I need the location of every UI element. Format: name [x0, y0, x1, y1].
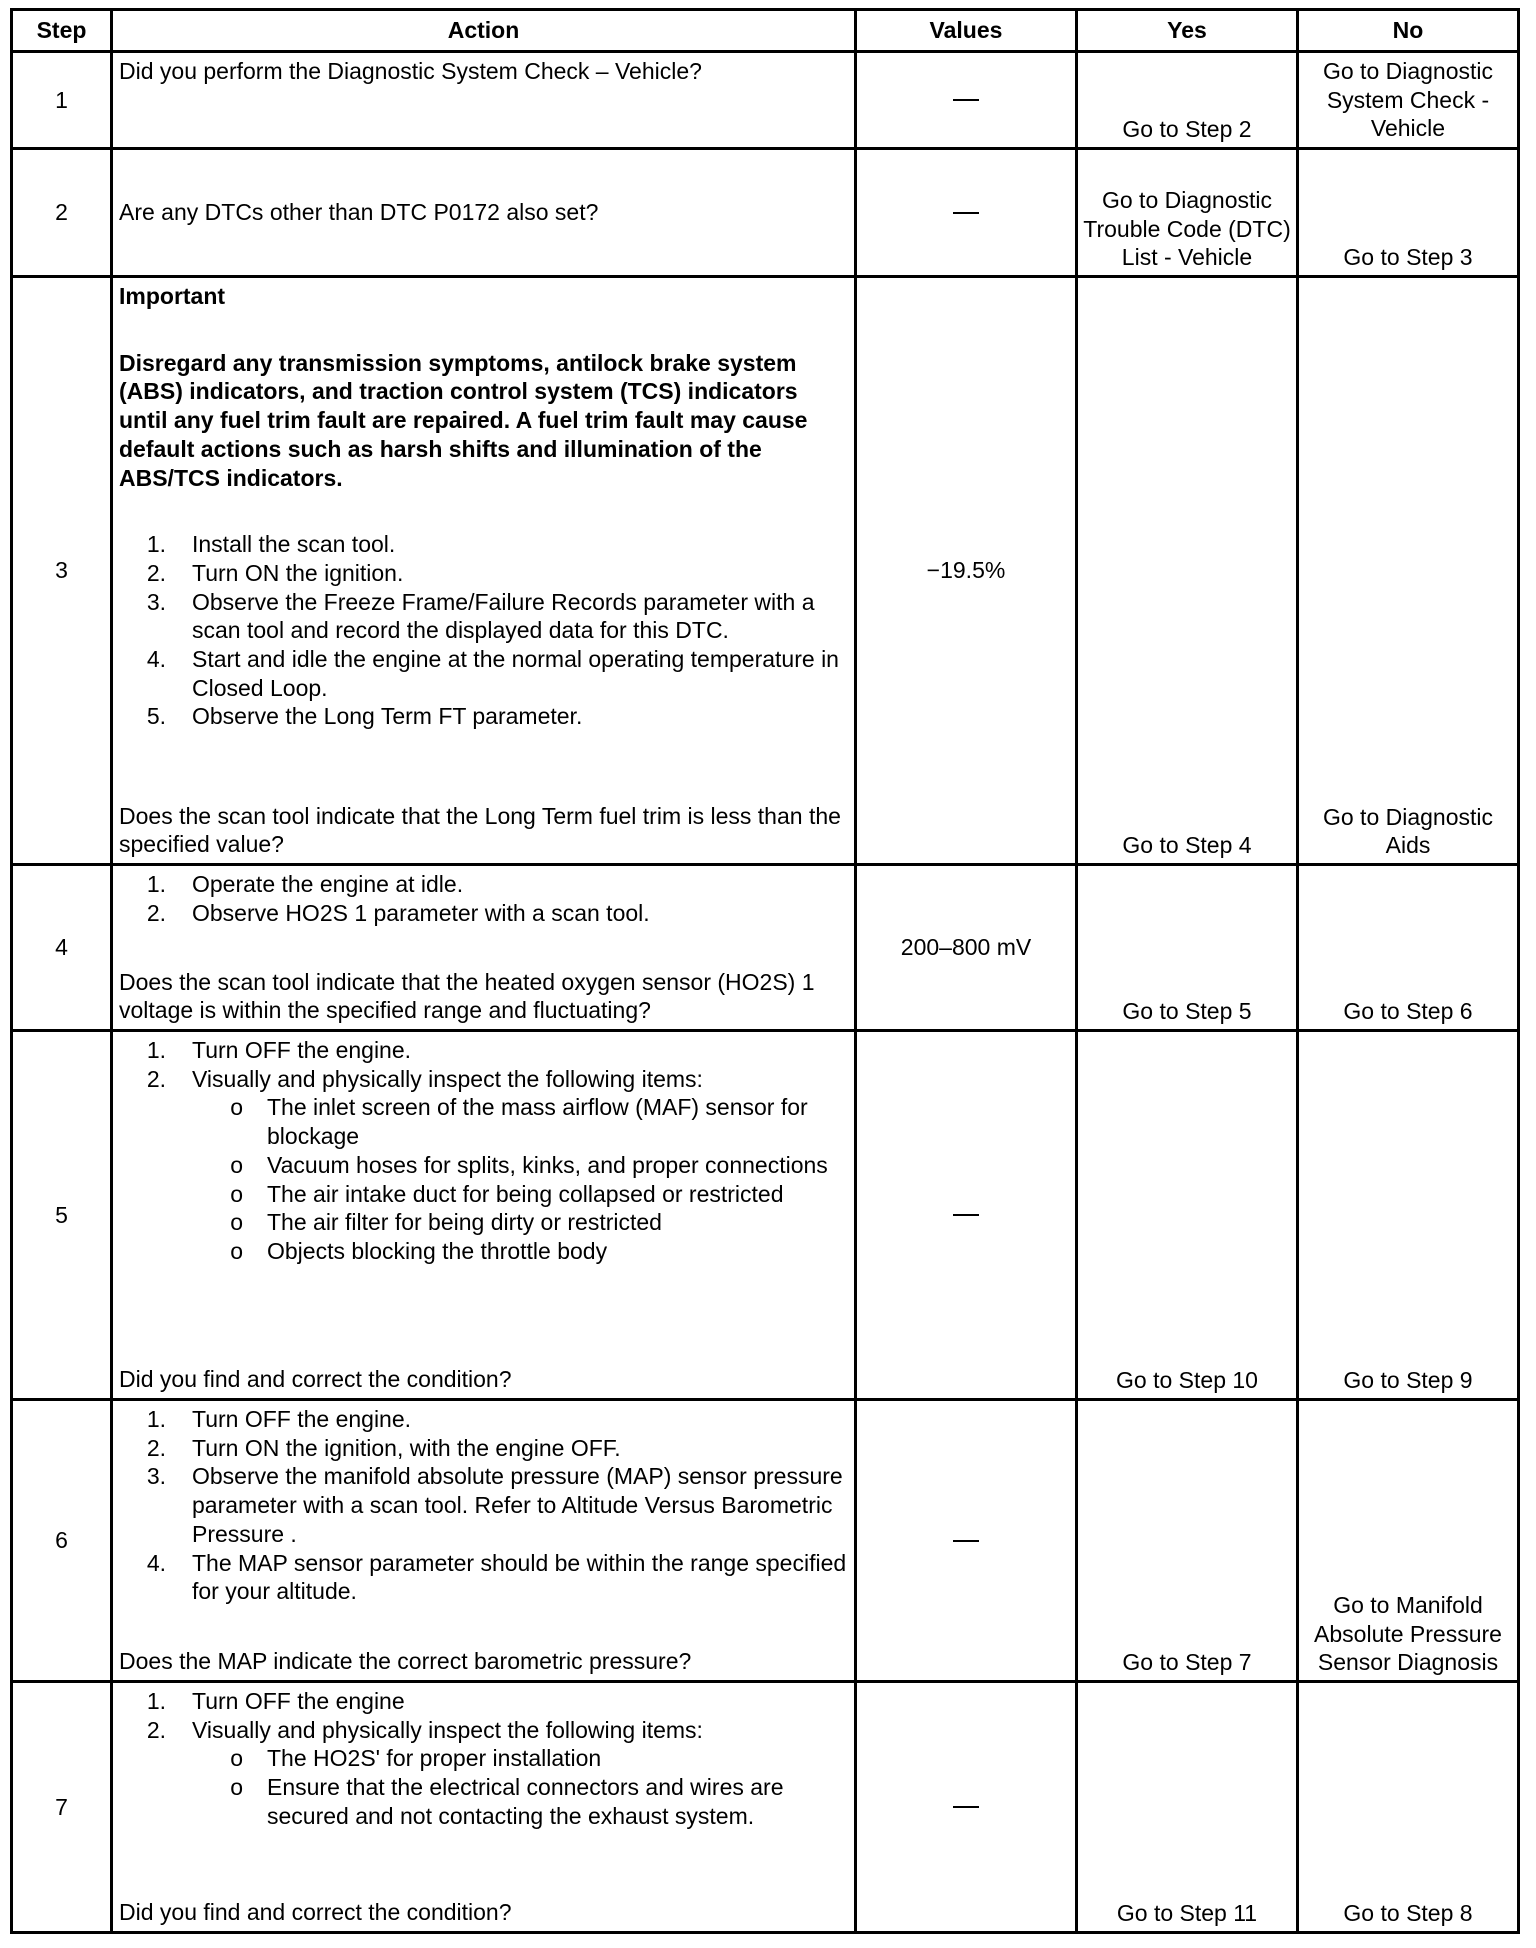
item-number: 1. [146, 1037, 166, 1063]
procedure-list [119, 530, 848, 731]
action-question: Did you perform the Diagnostic System Check – Vehicle? [119, 58, 702, 84]
list-item [119, 530, 848, 559]
action-question: Does the scan tool indicate that the heated oxygen sensor (HO2S) 1 voltage is within the specified range and fluctuating? [119, 968, 815, 1024]
yes-cell[interactable]: Go to Step 2 [1075, 53, 1296, 147]
header-step: Step [36, 17, 87, 43]
item-number: 4. [146, 646, 166, 673]
list-item [119, 559, 848, 588]
item-number: 1. [146, 1406, 166, 1432]
sub-item-text: The inlet screen of the mass airflow (MAF) sensor for blockage [267, 1094, 808, 1150]
item-text: The MAP sensor parameter should be within the range specified for your altitude. [192, 1549, 847, 1605]
item-number: 3. [146, 588, 166, 615]
step-number: 3 [55, 557, 68, 584]
item-number: 4. [146, 1549, 166, 1576]
table-row-step-5 [13, 1029, 1517, 1398]
item-text: Turn OFF the engine. [192, 1037, 412, 1063]
item-text: Install the scan tool. [192, 531, 396, 558]
step-number: 2 [55, 199, 68, 226]
action-cell [110, 278, 854, 863]
bullet-icon: o [230, 1094, 243, 1121]
no-cell[interactable]: Go to Step 6 [1296, 866, 1517, 1029]
list-item [119, 588, 848, 645]
sub-item [192, 1237, 848, 1266]
table-row-step-4 [13, 863, 1517, 1029]
list-item [119, 870, 848, 899]
sub-item-text: The air intake duct for being collapsed or restricted [267, 1180, 784, 1207]
list-item [119, 702, 848, 731]
value-cell: −19.5% [854, 278, 1075, 863]
important-heading: Important [119, 283, 226, 309]
header-action: Action [110, 11, 854, 50]
procedure-list [119, 1687, 848, 1831]
action-cell [110, 53, 854, 147]
list-item [119, 1405, 848, 1434]
item-text: Turn ON the ignition, with the engine OFF. [192, 1434, 621, 1461]
sub-item [192, 1180, 848, 1209]
item-number: 3. [146, 1463, 166, 1490]
item-number: 2. [146, 1716, 166, 1743]
item-text: Observe HO2S 1 parameter with a scan tool. [192, 899, 650, 926]
no-cell[interactable]: Go to Step 9 [1296, 1032, 1517, 1398]
item-number: 2. [146, 1065, 166, 1092]
item-number: 1. [146, 1688, 166, 1714]
item-text: Observe the Long Term FT parameter. [192, 703, 583, 730]
sub-item-text: Ensure that the electrical connectors and wires are secured and not contacting the exhaust system. [267, 1774, 784, 1829]
list-item [119, 1462, 848, 1548]
table-row-step-7 [13, 1680, 1517, 1931]
diagnostic-table [10, 8, 1520, 1934]
action-cell [110, 1032, 854, 1398]
action-question: Does the MAP indicate the correct barometric pressure? [119, 1648, 692, 1675]
action-question: Did you find and correct the condition? [119, 1366, 512, 1393]
list-item [119, 1549, 848, 1606]
step-number: 1 [55, 86, 68, 113]
header-values: Values [854, 11, 1075, 50]
header-no: No [1296, 11, 1517, 50]
bullet-icon: o [230, 1151, 243, 1178]
inspection-list [192, 1744, 848, 1830]
important-note: Disregard any transmission symptoms, antilock brake system (ABS) indicators, and traction control system (TCS) indicators until any fuel trim fault are repaired. A fuel trim fault may cause default actions such as harsh shifts and illumination of the ABS/TCS indicators. [119, 349, 808, 491]
item-text: Turn OFF the engine [192, 1688, 405, 1714]
item-text: Turn ON the ignition. [192, 559, 404, 586]
sub-item-text: Vacuum hoses for splits, kinks, and proper connections [267, 1151, 828, 1178]
header-yes: Yes [1075, 11, 1296, 50]
no-cell[interactable]: Go to Step 3 [1296, 150, 1517, 275]
action-cell [110, 150, 854, 275]
list-item [119, 1716, 848, 1831]
item-number: 2. [146, 559, 166, 586]
header-row [13, 11, 1517, 50]
inspection-list [192, 1093, 848, 1265]
sub-item [192, 1093, 848, 1150]
value-cell [854, 1032, 1075, 1398]
action-question: Did you find and correct the condition? [119, 1899, 512, 1926]
item-text-block [192, 1716, 848, 1831]
dash-mark [953, 99, 979, 101]
item-text: Visually and physically inspect the following items: [192, 1716, 703, 1743]
action-cell [110, 1683, 854, 1931]
yes-cell[interactable]: Go to Step 7 [1075, 1401, 1296, 1680]
table-row-step-6 [13, 1398, 1517, 1680]
no-cell[interactable]: Go to Manifold Absolute Pressure Sensor Diagnosis [1296, 1401, 1517, 1680]
step-number: 6 [55, 1527, 68, 1554]
item-number: 2. [146, 1434, 166, 1461]
dash-mark [953, 1540, 979, 1542]
dash-mark [953, 1214, 979, 1216]
table-row-step-2 [13, 147, 1517, 275]
dash-mark [953, 212, 979, 214]
step-number: 4 [55, 934, 68, 961]
no-cell[interactable]: Go to Step 8 [1296, 1683, 1517, 1931]
table-row-step-3 [13, 275, 1517, 863]
action-cell [110, 866, 854, 1029]
yes-cell[interactable]: Go to Step 5 [1075, 866, 1296, 1029]
item-number: 5. [146, 703, 166, 730]
bullet-icon: o [230, 1209, 243, 1236]
table-row-step-1 [13, 50, 1517, 147]
list-item [119, 645, 848, 702]
item-text-block [192, 1065, 848, 1266]
value-cell [854, 150, 1075, 275]
sub-item [192, 1208, 848, 1237]
bullet-icon: o [230, 1180, 243, 1207]
procedure-list [119, 1405, 848, 1606]
bullet-icon: o [230, 1237, 243, 1264]
procedure-list [119, 870, 848, 927]
item-text[interactable]: Observe the manifold absolute pressure (MAP) sensor pressure parameter with a scan tool. Refer to Altitude Versus Barometric Pressure . [192, 1463, 843, 1547]
no-cell[interactable]: Go to Diagnostic Aids [1296, 278, 1517, 863]
item-text: Observe the Freeze Frame/Failure Records parameter with a scan tool and record the displayed data for this DTC. [192, 588, 815, 644]
list-item [119, 1434, 848, 1463]
action-question: Does the scan tool indicate that the Long Term fuel trim is less than the specified value? [119, 802, 841, 858]
sub-item-text: The air filter for being dirty or restricted [267, 1209, 662, 1236]
step-number: 5 [55, 1201, 68, 1228]
sub-item [192, 1151, 848, 1180]
item-number: 1. [146, 871, 166, 897]
item-text: Visually and physically inspect the following items: [192, 1065, 703, 1092]
bullet-icon: o [230, 1745, 243, 1772]
procedure-list [119, 1036, 848, 1266]
item-text: Turn OFF the engine. [192, 1406, 412, 1432]
value-cell [854, 53, 1075, 147]
action-cell [110, 1401, 854, 1680]
sub-item [192, 1773, 848, 1830]
item-text: Start and idle the engine at the normal operating temperature in Closed Loop. [192, 646, 839, 701]
dash-mark [953, 1806, 979, 1808]
yes-cell[interactable]: Go to Step 10 [1075, 1032, 1296, 1398]
yes-cell[interactable]: Go to Step 11 [1075, 1683, 1296, 1931]
item-number: 2. [146, 899, 166, 926]
list-item [119, 1036, 848, 1065]
list-item [119, 1687, 848, 1716]
action-question: Are any DTCs other than DTC P0172 also set? [119, 199, 599, 226]
sub-item-text: Objects blocking the throttle body [267, 1237, 608, 1264]
sub-item-text: The HO2S' for proper installation [267, 1745, 602, 1772]
item-number: 1. [146, 531, 166, 558]
value-cell [854, 1401, 1075, 1680]
list-item [119, 899, 848, 928]
no-cell[interactable]: Go to Diagnostic System Check - Vehicle [1296, 53, 1517, 147]
yes-cell[interactable]: Go to Diagnostic Trouble Code (DTC) List - Vehicle [1075, 150, 1296, 275]
sub-item [192, 1744, 848, 1773]
step-number: 7 [55, 1793, 68, 1820]
item-text: Operate the engine at idle. [192, 871, 464, 897]
value-cell: 200–800 mV [854, 866, 1075, 1029]
yes-cell[interactable]: Go to Step 4 [1075, 278, 1296, 863]
list-item [119, 1065, 848, 1266]
bullet-icon: o [230, 1774, 243, 1801]
value-cell [854, 1683, 1075, 1931]
